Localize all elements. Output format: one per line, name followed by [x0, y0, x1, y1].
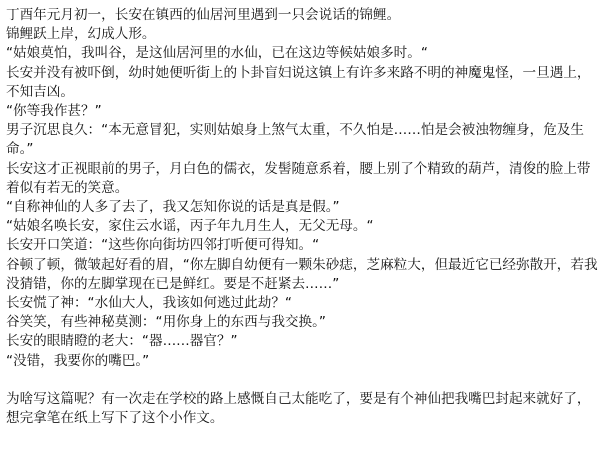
story-paragraph: 男子沉思良久：“本无意冒犯，实则姑娘身上煞气太重，不久怕是……怕是会被浊物缠身，危及生命。” — [6, 122, 584, 158]
story-paragraph: 长安开口笑道：“这些你向街坊四邻打听便可得知。“ — [6, 237, 320, 254]
story-paragraph: 丁酉年元月初一，长安在镇西的仙居河里遇到一只会说话的锦鲤。 — [6, 7, 401, 23]
story-paragraph: “姑娘名唤长安，家住云水谣，丙子年九月生人，无父无母。“ — [6, 218, 374, 235]
story-paragraph: 长安慌了神：“水仙大人，我该如何逃过此劫？“ — [6, 295, 292, 312]
story-paragraph: 长安并没有被吓倒，幼时她便听街上的卜卦盲妇说这镇上有许多来路不明的神魔鬼怪，一旦遇上，不知吉凶。 — [6, 64, 591, 100]
story-paragraph: “姑娘莫怕，我叫谷，是这仙居河里的水仙，已在这边等候姑娘多时。“ — [6, 45, 428, 62]
story-paragraph: “你等我作甚？” — [6, 103, 102, 120]
paragraph-gap — [6, 371, 599, 390]
afterword-paragraph: 为啥写这篇呢？有一次走在学校的路上感慨自己太能吃了，要是有个神仙把我嘴巴封起来就好了，想完拿笔在纸上写下了这个小作文。 — [6, 390, 591, 427]
story-paragraph: “没错，我要你的嘴巴。” — [6, 352, 150, 369]
story-paragraph: 谷顿了顿，微皱起好看的眉，“你左脚自幼便有一颗朱砂痣，芝麻粒大，但最近它已经弥散开，若我没猜错，你的左脚掌现在已是鲜红。要是不赶紧去……” — [6, 256, 598, 292]
story-paragraph: 长安这才正视眼前的男子，月白色的儒衣，发髻随意系着，腰上别了个精致的葫芦，清俊的脸上带着似有若无的笑意。 — [6, 160, 591, 196]
story-paragraph: 谷笑笑，有些神秘莫测：“用你身上的东西与我交换。” — [6, 314, 326, 331]
story-paragraph: 长安的眼睛瞪的老大：“器……器官？” — [6, 333, 238, 350]
story-paragraph: 锦鲤跃上岸，幻成人形。 — [6, 26, 156, 43]
story-paragraph: “自称神仙的人多了去了，我又怎知你说的话是真是假。” — [6, 199, 340, 216]
